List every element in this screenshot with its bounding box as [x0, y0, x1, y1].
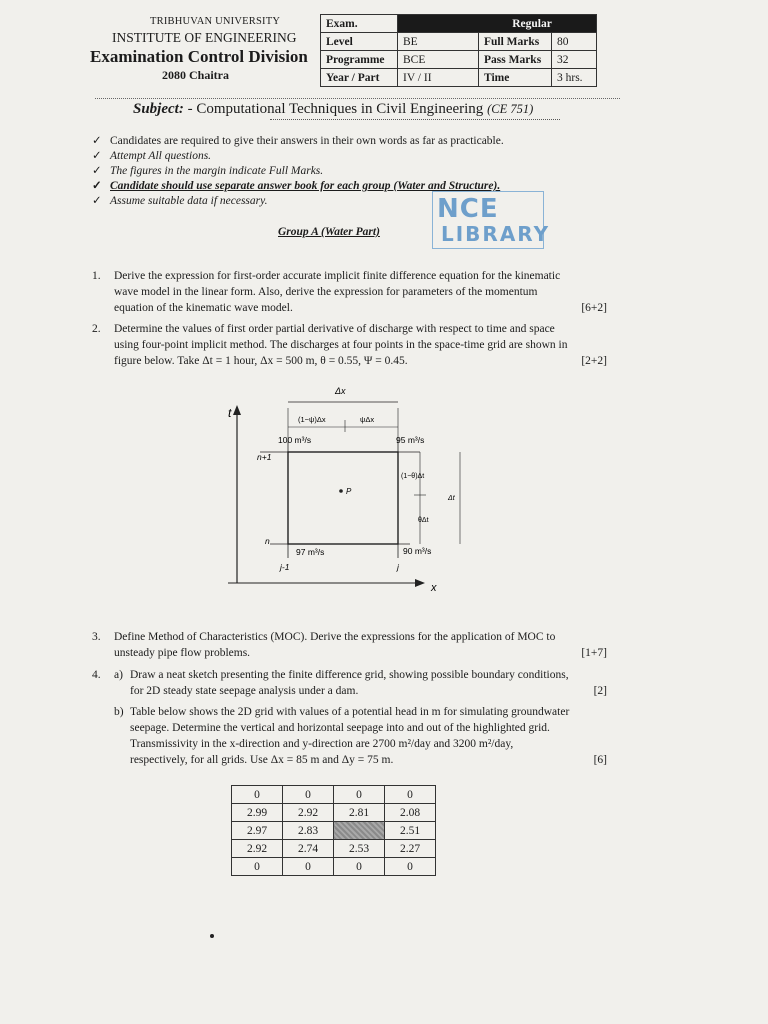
- space-time-grid-figure: [220, 380, 480, 595]
- instruction-item: [92, 148, 211, 162]
- subject-label: Subject:: [133, 101, 184, 117]
- table-cell: 2.92: [232, 840, 283, 858]
- dt-label: Δt: [448, 495, 455, 502]
- check-icon: ✓: [92, 165, 102, 177]
- time-label: Time: [479, 69, 552, 87]
- stamp-line-2: LIBRARY: [441, 222, 551, 246]
- question-text: Define Method of Characteristics (MOC). Derive the expressions for the application of MOC to unsteady pipe flow problems.: [114, 631, 556, 659]
- level-value: BE: [398, 33, 479, 51]
- n-label: n: [265, 536, 270, 546]
- table-cell: 2.83: [283, 822, 334, 840]
- table-cell: 2.53: [334, 840, 385, 858]
- table-cell: 0: [385, 858, 436, 876]
- instruction-item: [92, 133, 504, 147]
- instruction-item: [92, 163, 323, 177]
- table-cell: 2.51: [385, 822, 436, 840]
- psi-label: ψΔx: [360, 415, 375, 424]
- table-cell: 0: [385, 786, 436, 804]
- question-text: Derive the expression for first-order accurate implicit finite difference equation for the kinematic wave model in the linear form. Also, derive the expression for parameters of the momentum equation of the kinematic wave model.: [114, 270, 561, 314]
- grid-cell: [288, 452, 398, 544]
- stamp-line-1: NCE: [437, 194, 499, 224]
- question-marks: [1+7]: [581, 647, 607, 659]
- j-label: j: [397, 562, 399, 572]
- question-marks: [6+2]: [581, 302, 607, 314]
- instruction-text: The figures in the margin indicate Full Marks.: [110, 165, 324, 177]
- question-marks: [6]: [593, 754, 607, 766]
- university-name: TRIBHUVAN UNIVERSITY: [150, 16, 281, 27]
- sub-question-label: b): [114, 706, 124, 718]
- table-row: [232, 858, 436, 876]
- n-plus-1-label: n+1: [257, 452, 272, 462]
- group-title: Group A (Water Part): [278, 226, 380, 238]
- pass-marks-value: 32: [552, 51, 597, 69]
- table-row: [232, 822, 436, 840]
- table-cell: 2.99: [232, 804, 283, 822]
- one-minus-psi-label: (1−ψ)Δx: [298, 415, 326, 424]
- dx-label: Δx: [335, 386, 346, 396]
- t-axis-label: t: [228, 406, 232, 420]
- full-marks-label: Full Marks: [479, 33, 552, 51]
- question-1: [92, 268, 607, 316]
- j-minus-1-label: j-1: [280, 562, 290, 572]
- q-bottom-left: 97 m³/s: [296, 547, 325, 557]
- pass-marks-label: Pass Marks: [479, 51, 552, 69]
- instruction-item: [92, 178, 500, 192]
- programme-value: BCE: [398, 51, 479, 69]
- table-cell: 0: [334, 858, 385, 876]
- table-cell: 0: [232, 858, 283, 876]
- header-divider: [95, 98, 620, 99]
- q-top-right: 95 m³/s: [396, 435, 425, 445]
- level-label: Level: [321, 33, 398, 51]
- table-cell: 2.92: [283, 804, 334, 822]
- check-icon: ✓: [92, 150, 102, 162]
- question-2: [92, 321, 607, 369]
- library-stamp: [432, 191, 551, 249]
- question-3: [92, 629, 607, 661]
- programme-label: Programme: [321, 51, 398, 69]
- question-number: 3.: [92, 631, 101, 643]
- time-value: 3 hrs.: [552, 69, 597, 87]
- question-4a: [92, 667, 607, 699]
- exam-info-table: [320, 14, 597, 87]
- table-cell: 2.97: [232, 822, 283, 840]
- year-part-label: Year / Part: [321, 69, 398, 87]
- table-row: [232, 840, 436, 858]
- full-marks-value: 80: [552, 33, 597, 51]
- year-part-value: IV / II: [398, 69, 479, 87]
- one-minus-theta-label: (1−θ)Δt: [401, 473, 425, 480]
- table-cell: 0: [283, 858, 334, 876]
- table-cell: 2.27: [385, 840, 436, 858]
- question-number: 4.: [92, 669, 101, 681]
- exam-value: [398, 15, 597, 33]
- instruction-text: Attempt All questions.: [110, 150, 212, 162]
- check-icon: ✓: [92, 135, 102, 147]
- q-bottom-right: 90 m³/s: [403, 546, 432, 556]
- table-cell: 0: [232, 786, 283, 804]
- table-cell: 0: [334, 786, 385, 804]
- question-number: 2.: [92, 323, 101, 335]
- x-axis-arrow-icon: [415, 579, 425, 587]
- question-text: Determine the values of first order partial derivative of discharge with respect to time and space using four-point implicit method. The discharges at four points in the space-time grid are shown in figure below. Take Δt = 1 hour, Δx = 500 m, θ = 0.55, Ψ = 0.45.: [114, 323, 568, 367]
- division-name: Examination Control Division: [90, 47, 308, 66]
- subject-text: - Computational Techniques in Civil Engineering: [187, 101, 484, 117]
- table-cell: 2.08: [385, 804, 436, 822]
- instruction-text: Candidates are required to give their answers in their own words as far as practicable.: [110, 135, 504, 147]
- exam-session: 2080 Chaitra: [162, 68, 229, 82]
- potential-head-table: [231, 785, 436, 876]
- question-4b: [92, 704, 607, 768]
- instruction-text: Assume suitable data if necessary.: [110, 195, 268, 207]
- question-marks: [2+2]: [581, 355, 607, 367]
- subject-code: (CE 751): [487, 102, 534, 116]
- table-row: [232, 804, 436, 822]
- sub-question-label: a): [114, 669, 123, 681]
- table-cell: 2.74: [283, 840, 334, 858]
- point-p-marker: [339, 489, 343, 493]
- exam-type: Regular: [512, 17, 552, 30]
- question-number: 1.: [92, 270, 101, 282]
- theta-label: θΔt: [418, 517, 429, 524]
- check-icon: ✓: [92, 195, 102, 207]
- instruction-text: Candidate should use separate answer book for each group (Water and Structure).: [110, 180, 501, 192]
- q-top-left: 100 m³/s: [278, 435, 312, 445]
- x-axis-label: x: [431, 582, 437, 594]
- stray-mark: [210, 934, 214, 938]
- table-cell: 0: [283, 786, 334, 804]
- table-row: [232, 786, 436, 804]
- exam-label: Exam.: [321, 15, 398, 33]
- institute-name: INSTITUTE OF ENGINEERING: [112, 30, 297, 45]
- subject-underline: [270, 119, 560, 120]
- question-text: Draw a neat sketch presenting the finite difference grid, showing possible boundary conditions, for 2D steady state seepage analysis under a dam.: [130, 669, 569, 697]
- check-icon: ✓: [92, 180, 102, 192]
- question-text: Table below shows the 2D grid with values of a potential head in m for simulating groundwater seepage. Determine the vertical and horizontal seepage into and out of the highlighted grid. Transmissivity in the x-direction and y-direction are 2700 m²/day and 3200 m²/day, respectively, for all grids. Use Δx = 85 m and Δy = 75 m.: [130, 706, 570, 766]
- point-p-label: P: [346, 487, 352, 496]
- subject-line: [133, 101, 533, 118]
- highlighted-cell: [334, 822, 385, 840]
- t-axis-arrow-icon: [233, 405, 241, 415]
- instruction-item: [92, 193, 267, 207]
- question-marks: [2]: [593, 685, 607, 697]
- table-cell: 2.81: [334, 804, 385, 822]
